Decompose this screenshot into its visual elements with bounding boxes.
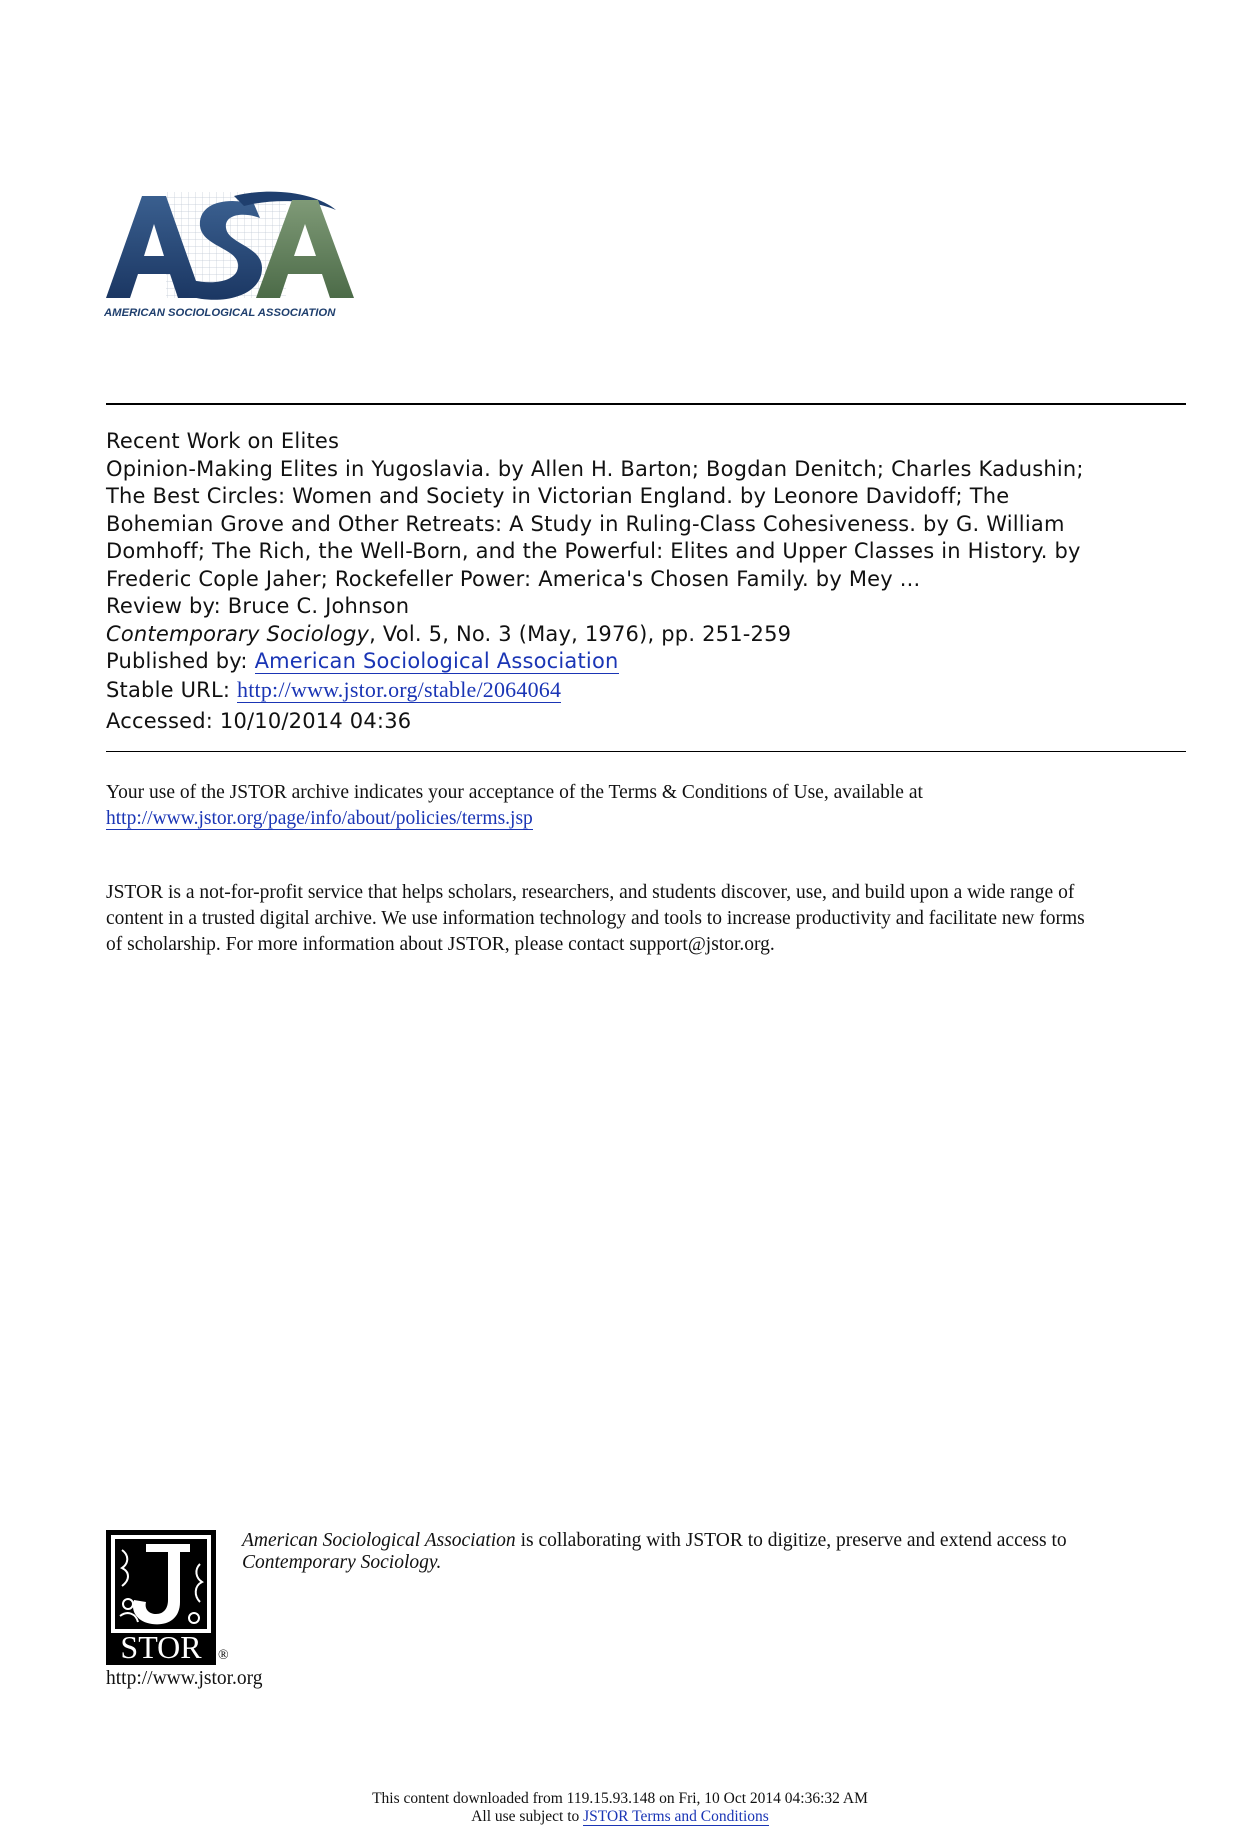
collab-publisher: American Sociological Association (242, 1530, 516, 1551)
terms-notice (106, 780, 1196, 832)
jstor-url: http://www.jstor.org (106, 1668, 263, 1689)
jstor-about (106, 880, 1196, 958)
terms-line (0, 1808, 1240, 1826)
registered-mark: ® (218, 1648, 229, 1663)
stable-url (106, 676, 1186, 705)
about-line: content in a trusted digital archive. We use information technology and tools to increase productivity and facilitate new forms (106, 908, 1085, 929)
terms-prefix: All use subject to (471, 1808, 584, 1825)
middle-divider (106, 751, 1186, 752)
description-line: Opinion-Making Elites in Yugoslavia. by Allen H. Barton; Bogdan Denitch; Charles Kadushin; (106, 456, 1084, 481)
journal-citation (106, 621, 1186, 649)
accessed-date: Accessed: 10/10/2014 04:36 (106, 709, 412, 733)
stable-url-link[interactable]: http://www.jstor.org/stable/2064064 (237, 676, 562, 702)
review-by: Review by: Bruce C. Johnson (106, 594, 410, 618)
collab-text: is collaborating with JSTOR to digitize, preserve and extend access to (515, 1530, 1067, 1551)
published-by (106, 648, 1186, 676)
about-line: of scholarship. For more information about JSTOR, please contact support@jstor.org. (106, 934, 775, 955)
journal-details: , Vol. 5, No. 3 (May, 1976), pp. 251-259 (369, 621, 792, 646)
top-divider (106, 403, 1186, 405)
description-line: The Best Circles: Women and Society in Victorian England. by Leonore Davidoff; The (106, 484, 1010, 508)
jstor-wordmark: STOR (120, 1629, 202, 1665)
download-footer (0, 1790, 1240, 1826)
journal-name: Contemporary Sociology (106, 621, 370, 646)
asa-logo (104, 190, 366, 320)
description-line: Domhoff; The Rich, the Well-Born, and the Powerful: Elites and Upper Classes in History. by (106, 539, 1081, 563)
cover-citation (106, 428, 1186, 736)
description-line: Bohemian Grove and Other Retreats: A Study in Ruling-Class Cohesiveness. by G. William (106, 511, 1065, 536)
asa-caption: AMERICAN SOCIOLOGICAL ASSOCIATION (104, 307, 336, 319)
terms-link[interactable]: http://www.jstor.org/page/info/about/policies/terms.jsp (106, 808, 533, 829)
publisher-link[interactable]: American Sociological Association (254, 649, 619, 673)
about-line: JSTOR is a not-for-profit service that helps scholars, researchers, and students discover, use, and build upon a wide range of (106, 882, 1075, 903)
published-by-label: Published by: (106, 649, 255, 673)
description-line: Frederic Cople Jaher; Rockefeller Power: America's Chosen Family. by Mey ... (106, 566, 921, 591)
article-title: Recent Work on Elites (106, 429, 340, 453)
collaboration-statement (242, 1530, 1192, 1574)
jstor-logo (106, 1530, 216, 1665)
collab-journal: Contemporary Sociology. (242, 1552, 442, 1573)
terms-text: Your use of the JSTOR archive indicates your acceptance of the Terms & Conditions of Use, available at (106, 782, 923, 803)
stable-url-label: Stable URL: (106, 677, 238, 702)
download-line: This content downloaded from 119.15.93.148 on Fri, 10 Oct 2014 04:36:32 AM (372, 1790, 868, 1807)
jstor-terms-link[interactable]: JSTOR Terms and Conditions (583, 1808, 769, 1825)
